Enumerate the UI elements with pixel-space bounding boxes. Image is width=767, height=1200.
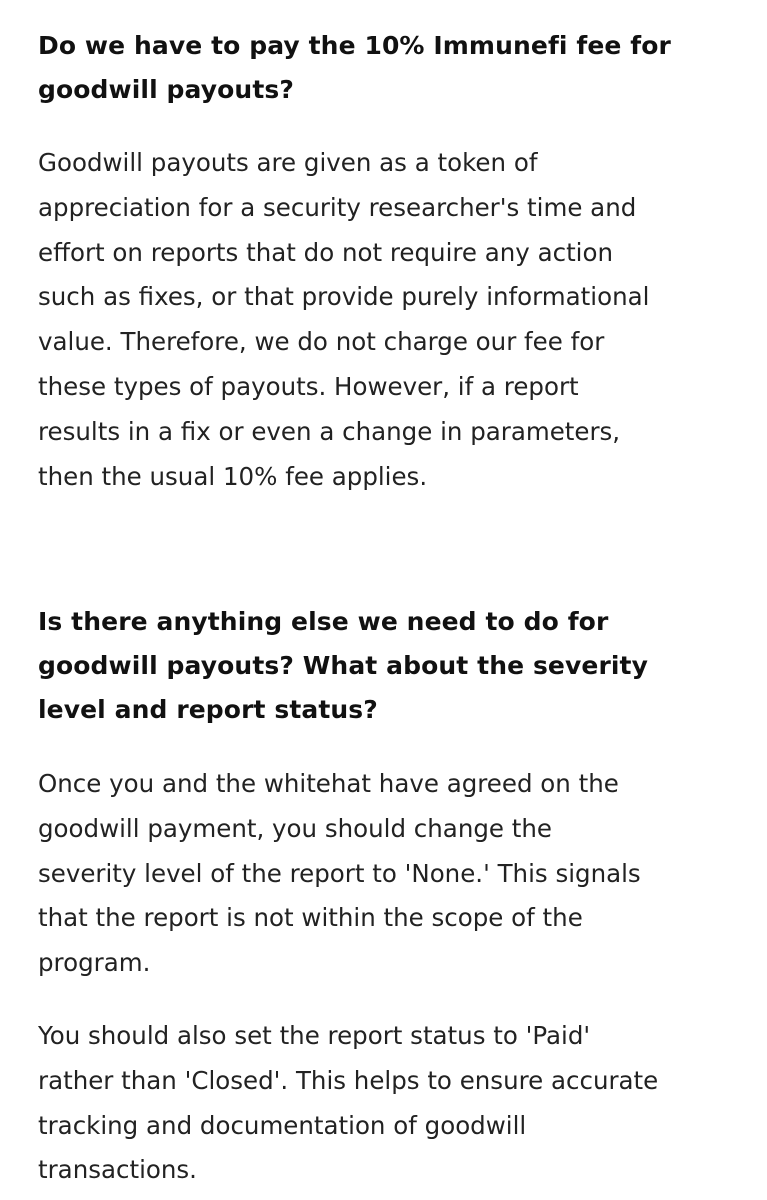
answer-line: transactions. [38, 1155, 197, 1185]
answer-line: Goodwill payouts are given as a token of [38, 148, 538, 177]
answer-line: You should also set the report status to 'Paid' [38, 1021, 591, 1050]
answer-line: goodwill payment, you should change the [38, 813, 552, 843]
answer-line: such as fixes, or that provide purely informational [38, 282, 650, 312]
faq-answer-status [38, 1014, 738, 1193]
answer-line: tracking and documentation of goodwill [38, 1110, 527, 1140]
answer-line: these types of payouts. However, if a report [38, 371, 579, 401]
answer-line: results in a fix or even a change in parameters, [38, 416, 621, 446]
answer-line: value. Therefore, we do not charge our fee for [38, 327, 605, 357]
answer-line: Once you and the whitehat have agreed on the [38, 769, 619, 798]
answer-line: severity level of the report to 'None.' This signals [38, 858, 641, 888]
faq-answer-fee [38, 141, 738, 499]
answer-line: program. [38, 948, 151, 978]
faq-answer-severity [38, 762, 728, 986]
faq-question-fee [38, 24, 718, 112]
question-line: goodwill payouts? What about the severity [38, 651, 648, 680]
question-line: goodwill payouts? [38, 75, 294, 104]
answer-line: rather than 'Closed'. This helps to ensure accurate [38, 1065, 659, 1095]
question-line: Do we have to pay the 10% Immunefi fee for [38, 31, 671, 60]
question-line: level and report status? [38, 695, 378, 724]
answer-line: that the report is not within the scope of the [38, 903, 583, 933]
answer-line: then the usual 10% fee applies. [38, 461, 428, 491]
answer-line: effort on reports that do not require any action [38, 237, 614, 267]
faq-question-severity-status [38, 600, 718, 732]
question-line: Is there anything else we need to do for [38, 607, 609, 636]
answer-line: appreciation for a security researcher's time and [38, 192, 637, 222]
